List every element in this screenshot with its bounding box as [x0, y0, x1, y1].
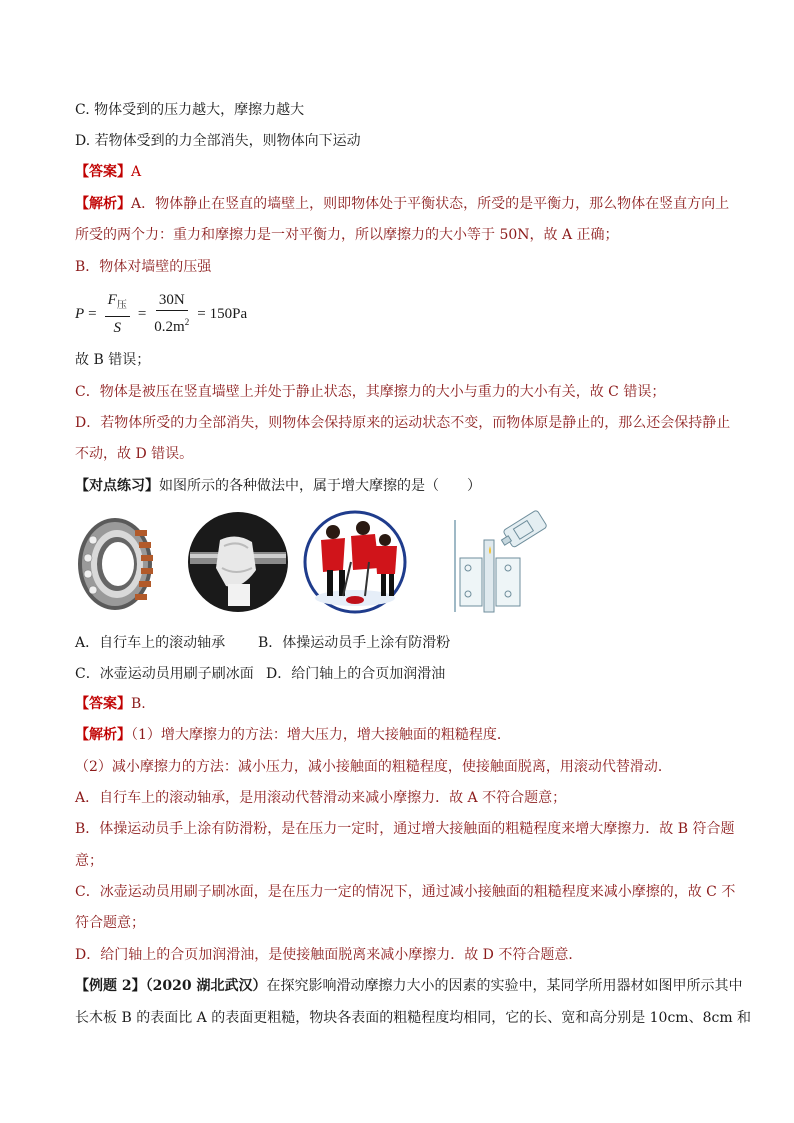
formula-f: F [107, 291, 117, 308]
formula-lhs: P [75, 305, 85, 322]
example2-text: 在探究影响滑动摩擦力大小的因素的实验中，某同学所用器材如图甲所示其中 [266, 978, 743, 994]
q1-analysis-b-line2: 故 B 错误； [75, 352, 151, 368]
answer-tag: 【答案】 [75, 164, 131, 180]
q1-analysis-c: C．物体是被压在竖直墙壁上并处于静止状态，其摩擦力的大小与重力的大小有关，故 C 错误； [75, 384, 666, 400]
q1-answer [75, 162, 724, 182]
q1-analysis-d-line1: D．若物体所受的力全部消失，则物体会保持原来的运动状态不变，而物体原是静止的，那么还会保持静止 [75, 415, 731, 431]
formula-fraction-symbolic [105, 290, 130, 339]
formula-f-sub: 压 [116, 299, 127, 311]
formula-fraction-values [154, 290, 189, 338]
practice-stem [75, 476, 724, 496]
q1-analysis-a-line1 [75, 194, 730, 214]
q1-analysis-d-line2: 不动，故 D 错误。 [75, 446, 194, 462]
curling-image [303, 510, 407, 614]
formula-value-den-sup: 2 [184, 317, 190, 327]
practice-option-b: B．体操运动员手上涂有防滑粉 [258, 635, 451, 651]
example2-source: （2020 湖北武汉） [145, 978, 267, 994]
practice-option-c: C．冰壶运动员用刷子刷冰面 [75, 666, 254, 682]
door-hinge-image [440, 510, 550, 614]
practice-analysis-b-line2: 意； [75, 853, 103, 869]
practice-analysis-tag: 【解析】 [75, 727, 131, 743]
q1-analysis-a-line2: 所受的两个力：重力和摩擦力是一对平衡力，所以摩擦力的大小等于 50N，故 A 正确； [75, 227, 619, 243]
q1-analysis-b-line1: B．物体对墙壁的压强 [75, 259, 212, 275]
q1-option-c: C. 物体受到的压力越大，摩擦力越大 [75, 102, 305, 118]
practice-answer-tag: 【答案】 [75, 696, 131, 712]
practice-tag: 【对点练习】 [75, 478, 159, 494]
practice-analysis-line1 [75, 725, 724, 745]
pressure-formula: P = $\frac{F_压}{S}$ = $\frac{30N}{0.2m^2}$ = 150Pa [75, 290, 247, 338]
practice-analysis-b-line1: B．体操运动员手上涂有防滑粉，是在压力一定时，通过增大接触面的粗糙程度来增大摩擦力．故 B 符合题 [75, 821, 735, 837]
q1-option-d: D. 若物体受到的力全部消失，则物体向下运动 [75, 133, 361, 149]
formula-value-num: 30N [156, 290, 188, 311]
example2-tag: 【例题 2】 [75, 978, 146, 994]
practice-analysis-line2: （2）减小摩擦力的方法：减小压力，减小接触面的粗糙程度，使接触面脱离，用滚动代替滑动． [75, 759, 672, 775]
gymnast-hands-image [186, 510, 290, 614]
formula-result: 150Pa [209, 305, 248, 322]
practice-analysis-a: A．自行车上的滚动轴承，是用滚动代替滑动来减小摩擦力．故 A 不符合题意； [75, 790, 567, 806]
bearing-image [75, 510, 157, 614]
answer-value: A [131, 164, 142, 180]
practice-analysis-text: （1）增大摩擦力的方法：增大压力，增大接触面的粗糙程度． [131, 727, 511, 743]
analysis-text: A．物体静止在竖直的墙壁上，则即物体处于平衡状态，所受的是平衡力，那么物体在竖直方向上 [131, 196, 730, 212]
formula-value-den: 0.2m [154, 319, 185, 335]
practice-question: 如图所示的各种做法中，属于增大摩擦的是（ ） [159, 478, 481, 494]
practice-answer [75, 694, 724, 714]
analysis-tag: 【解析】 [75, 196, 131, 212]
practice-analysis-c-line1: C．冰壶运动员用刷子刷冰面，是在压力一定的情况下，通过减小接触面的粗糙程度来减小摩擦的，故 C 不 [75, 884, 736, 900]
example2-line1 [75, 976, 743, 996]
practice-option-a: A．自行车上的滚动轴承 [75, 635, 226, 651]
example2-line2: 长木板 B 的表面比 A 的表面更粗糙，物块各表面的粗糙程度均相同，它的长、宽和高分别是 10cm、8cm 和 [75, 1010, 752, 1026]
practice-analysis-d: D．给门轴上的合页加润滑油，是使接触面脱离来减小摩擦力．故 D 不符合题意． [75, 947, 583, 963]
formula-s: S [113, 319, 121, 336]
practice-answer-value: B. [131, 696, 146, 712]
practice-option-d: D．给门轴上的合页加润滑油 [266, 666, 446, 682]
practice-analysis-c-line2: 符合题意； [75, 915, 145, 931]
